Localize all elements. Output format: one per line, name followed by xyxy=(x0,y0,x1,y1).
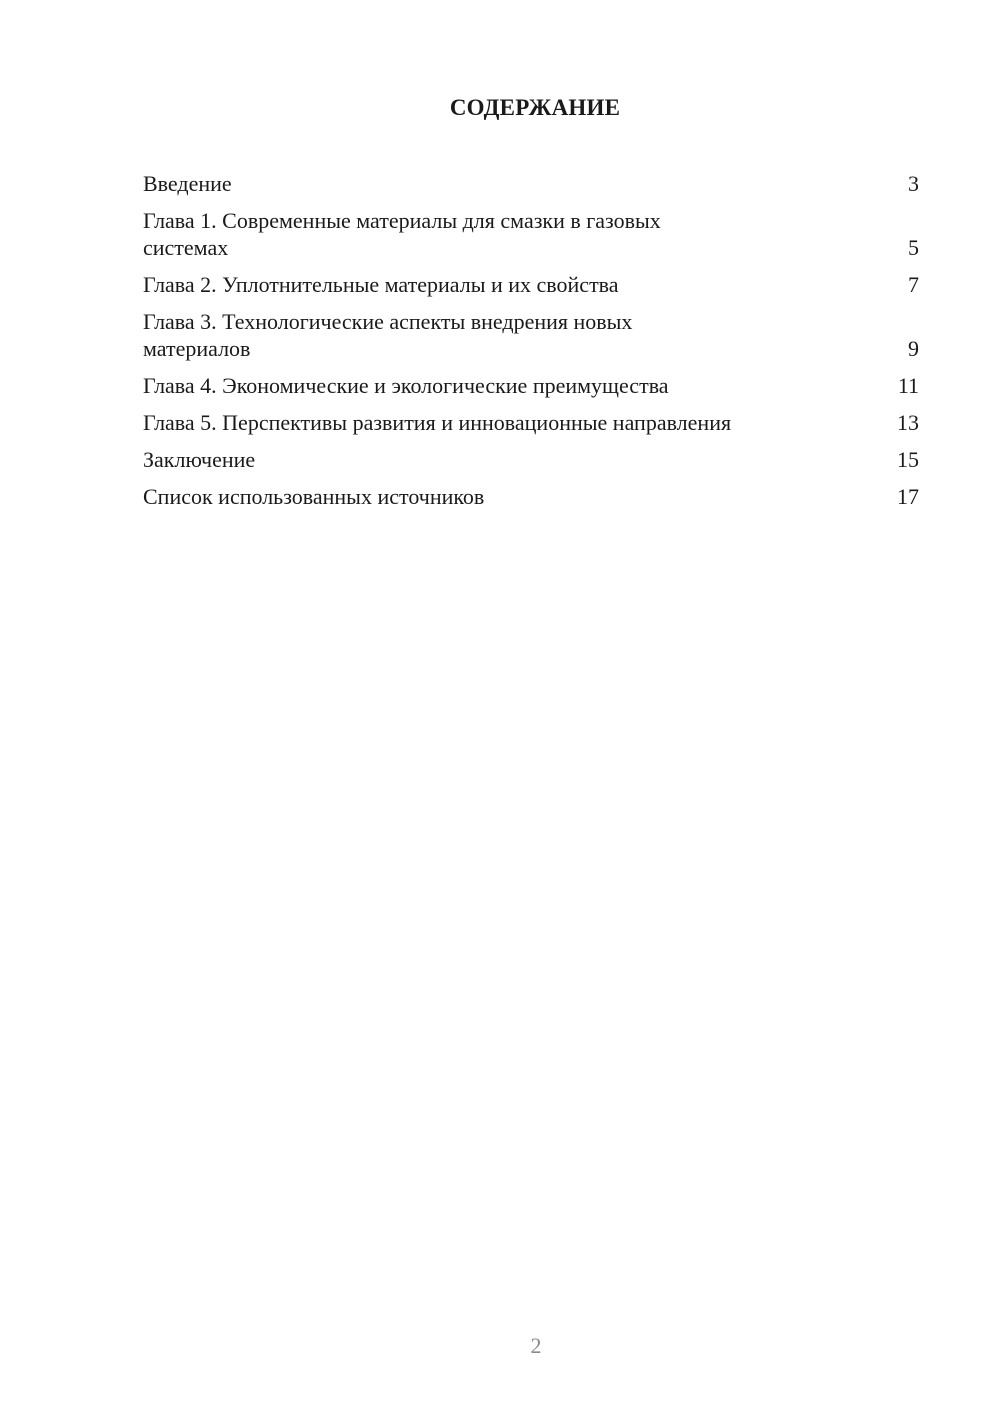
toc-entry-page: 13 xyxy=(897,410,919,435)
toc-entry-label: Список использованных источников xyxy=(143,484,485,509)
page-title: СОДЕРЖАНИЕ xyxy=(449,95,621,120)
toc-entry-label: Глава 4. Экономические и экологические преимущества xyxy=(143,373,669,398)
toc-entry-label: Введение xyxy=(143,171,232,196)
toc-entry-references xyxy=(143,483,919,510)
toc-entry-label: Глава 2. Уплотнительные материалы и их свойства xyxy=(143,272,619,297)
toc-entry-page: 5 xyxy=(908,235,919,260)
toc-entry-chapter-4 xyxy=(143,372,919,399)
toc-entry-page: 17 xyxy=(897,484,919,509)
toc-entry-chapter-2 xyxy=(143,271,919,298)
toc-entry-label: Глава 5. Перспективы развития и инновационные направления xyxy=(143,410,732,435)
table-of-contents xyxy=(143,170,919,520)
toc-entry-page: 11 xyxy=(897,373,919,398)
toc-entry-conclusion xyxy=(143,446,919,473)
toc-entry-chapter-5 xyxy=(143,409,919,436)
toc-entry-chapter-3 xyxy=(143,308,919,362)
toc-entry-label: Глава 3. Технологические аспекты внедрения новых материалов xyxy=(143,309,633,361)
page-number: 2 xyxy=(530,1333,542,1358)
toc-entry-page: 7 xyxy=(908,272,919,297)
toc-entry-label: Заключение xyxy=(143,447,256,472)
toc-entry-chapter-1 xyxy=(143,207,919,261)
toc-entry-label: Глава 1. Современные материалы для смазки в газовых системах xyxy=(143,208,661,260)
toc-entry-page: 9 xyxy=(908,336,919,361)
toc-entry-page: 3 xyxy=(908,171,919,196)
toc-entry-introduction xyxy=(143,170,919,197)
toc-entry-page: 15 xyxy=(897,447,919,472)
